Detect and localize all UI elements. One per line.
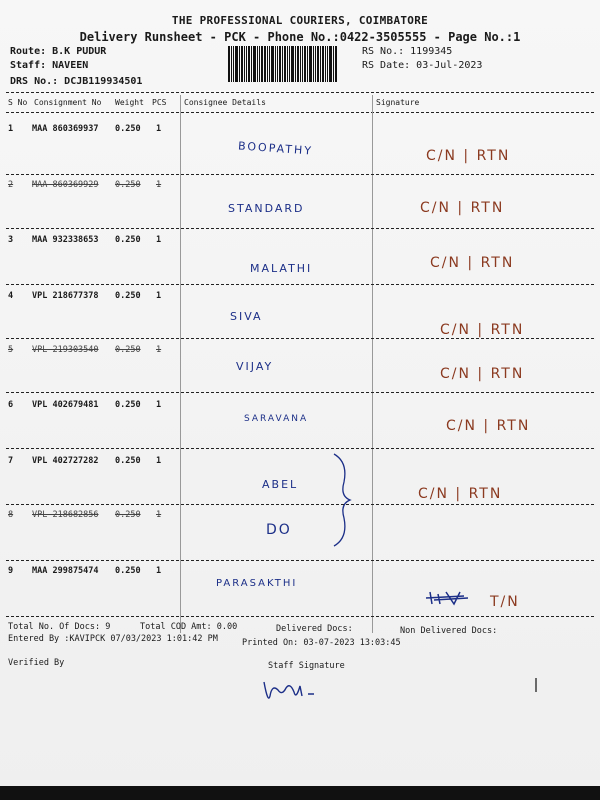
barcode-bar [239, 46, 240, 82]
row-4-weight: 0.250 [115, 291, 141, 301]
rs-number: RS No.: 1199345 [362, 46, 453, 57]
row-3-consignment: MAA 932338653 [32, 235, 99, 245]
row-4-signature: C/N | RTN [440, 322, 525, 338]
barcode-image [228, 46, 352, 82]
barcode-bar [307, 46, 308, 82]
row-5-consignee: VIJAY [236, 360, 274, 373]
column-header-sno: S No [8, 98, 28, 107]
column-header-weight: Weight [115, 98, 144, 107]
delivered-docs: Delivered Docs: [276, 624, 353, 634]
barcode-bar [259, 46, 260, 82]
row-6-consignment: VPL 402679481 [32, 400, 99, 410]
bracket-mark [330, 452, 354, 548]
table-bottom-divider [6, 616, 594, 617]
signature-column-rule [372, 95, 373, 633]
row-5-consignment: VPL 219303540 [32, 345, 99, 355]
row-9-weight: 0.250 [115, 566, 141, 576]
barcode-bar [327, 46, 328, 82]
row-1-consignment: MAA 860369937 [32, 124, 99, 134]
row-5-weight: 0.250 [115, 345, 141, 355]
barcode-bar [302, 46, 303, 82]
rs-date: RS Date: 03-Jul-2023 [362, 60, 483, 71]
row-6-signature: C/N | RTN [446, 418, 531, 434]
barcode-bar [291, 46, 294, 82]
row-2-signature: C/N | RTN [420, 200, 505, 216]
barcode-bar [315, 46, 316, 82]
barcode-bar [244, 46, 245, 82]
barcode-bar [329, 46, 332, 82]
margin-mark [532, 676, 540, 696]
barcode-bar [282, 46, 283, 82]
barcode-bar [297, 46, 299, 82]
barcode-bar [251, 46, 252, 82]
row-2-consignee: STANDARD [228, 202, 305, 215]
total-cod: Total COD Amt: 0.00 [140, 622, 238, 632]
barcode-bar [267, 46, 268, 82]
row-3-consignee: MALATHI [250, 262, 313, 275]
barcode-bar [253, 46, 256, 82]
row-6-weight: 0.250 [115, 400, 141, 410]
row-5-signature: C/N | RTN [440, 366, 525, 382]
row-1-weight: 0.250 [115, 124, 141, 134]
row-7-sno: 7 [8, 456, 14, 466]
barcode-bar [235, 46, 238, 82]
row-divider [6, 448, 594, 449]
consignee-column-rule [180, 95, 181, 633]
row-8-pcs: 1 [156, 510, 162, 520]
row-7-consignee: ABEL [262, 478, 299, 491]
barcode-bar [261, 46, 263, 82]
barcode-bar [228, 46, 230, 82]
row-divider [6, 392, 594, 393]
row-3-pcs: 1 [156, 235, 162, 245]
row-5-sno: 5 [8, 345, 14, 355]
row-divider [6, 560, 594, 561]
barcode-bar [241, 46, 243, 82]
row-divider [6, 174, 594, 175]
row-8-consignment: VPL 218682856 [32, 510, 99, 520]
row-9-signature: T/N [490, 594, 520, 610]
row-8-consignee: DO [266, 522, 292, 538]
barcode-bar [277, 46, 278, 82]
barcode-bar [257, 46, 258, 82]
non-delivered-docs: Non Delivered Docs: [400, 626, 498, 636]
row-7-weight: 0.250 [115, 456, 141, 466]
row-1-sno: 1 [8, 124, 14, 134]
row-divider [6, 338, 594, 339]
row-3-sno: 3 [8, 235, 14, 245]
staff-signature-label: Staff Signature [268, 661, 345, 671]
row-8-sno: 8 [8, 510, 14, 520]
column-header-pcs: PCS [152, 98, 167, 107]
header-divider [6, 92, 594, 93]
barcode-bar [279, 46, 281, 82]
row-6-sno: 6 [8, 400, 14, 410]
row-7-pcs: 1 [156, 456, 162, 466]
barcode-bar [317, 46, 319, 82]
scribble-mark [424, 588, 470, 608]
row-4-consignment: VPL 218677378 [32, 291, 99, 301]
verified-by-label: Verified By [8, 658, 65, 668]
row-1-pcs: 1 [156, 124, 162, 134]
barcode-bar [304, 46, 306, 82]
row-9-consignee: PARASAKTHI [216, 578, 298, 589]
row-divider [6, 504, 594, 505]
row-4-consignee: SIVA [230, 310, 263, 323]
row-8-weight: 0.250 [115, 510, 141, 520]
row-6-pcs: 1 [156, 400, 162, 410]
barcode-bar [246, 46, 247, 82]
row-divider [6, 228, 594, 229]
barcode-bar [269, 46, 270, 82]
barcode-bar [313, 46, 314, 82]
barcode-bar [300, 46, 301, 82]
barcode-bar [295, 46, 296, 82]
row-divider [6, 284, 594, 285]
column-header-consignment: Consignment No [34, 98, 102, 107]
barcode-bar [264, 46, 266, 82]
document-title: THE PROFESSIONAL COURIERS, COIMBATORE [171, 14, 429, 27]
barcode-bar [320, 46, 321, 82]
row-9-pcs: 1 [156, 566, 162, 576]
staff-signature-image [256, 674, 336, 708]
row-1-signature: C/N | RTN [426, 148, 511, 164]
document-subtitle: Delivery Runsheet - PCK - Phone No.:0422-3505555 - Page No.:1 [79, 30, 521, 44]
row-4-pcs: 1 [156, 291, 162, 301]
barcode-bar [287, 46, 288, 82]
row-3-signature: C/N | RTN [430, 255, 515, 271]
barcode-bar [271, 46, 274, 82]
row-2-consignment: MAA 860369929 [32, 180, 99, 190]
row-7-consignment: VPL 402727282 [32, 456, 99, 466]
row-5-pcs: 1 [156, 345, 162, 355]
barcode-bar [309, 46, 312, 82]
barcode-bar [322, 46, 324, 82]
barcode-bar [231, 46, 232, 82]
barcode-bar [248, 46, 250, 82]
barcode-bar [275, 46, 276, 82]
row-2-weight: 0.250 [115, 180, 141, 190]
row-9-sno: 9 [8, 566, 14, 576]
row-6-consignee: SARAVANA [244, 414, 309, 424]
column-header-signature: Signature [376, 98, 420, 107]
entered-by: Entered By :KAVIPCK 07/03/2023 1:01:42 PM [8, 634, 218, 644]
barcode-bar [335, 46, 337, 82]
barcode-bar [333, 46, 334, 82]
barcode-bar [289, 46, 290, 82]
staff-label: Staff: NAVEEN [10, 60, 89, 71]
printed-on: Printed On: 03-07-2023 13:03:45 [242, 638, 401, 648]
column-header-divider [6, 112, 594, 113]
column-header-consignee: Consignee Details [184, 98, 266, 107]
total-docs: Total No. Of Docs: 9 [8, 622, 111, 632]
row-2-sno: 2 [8, 180, 14, 190]
drs-number: DRS No.: DCJB119934501 [10, 76, 143, 87]
barcode-bar [233, 46, 234, 82]
row-2-pcs: 1 [156, 180, 162, 190]
barcode-bar [284, 46, 286, 82]
row-7-signature: C/N | RTN [418, 486, 503, 502]
barcode-bar [325, 46, 326, 82]
row-3-weight: 0.250 [115, 235, 141, 245]
row-4-sno: 4 [8, 291, 14, 301]
row-1-consignee: BOOPATHY [237, 139, 314, 158]
scan-edge-shadow [0, 786, 600, 800]
row-9-consignment: MAA 299875474 [32, 566, 99, 576]
route-label: Route: B.K PUDUR [10, 46, 107, 57]
